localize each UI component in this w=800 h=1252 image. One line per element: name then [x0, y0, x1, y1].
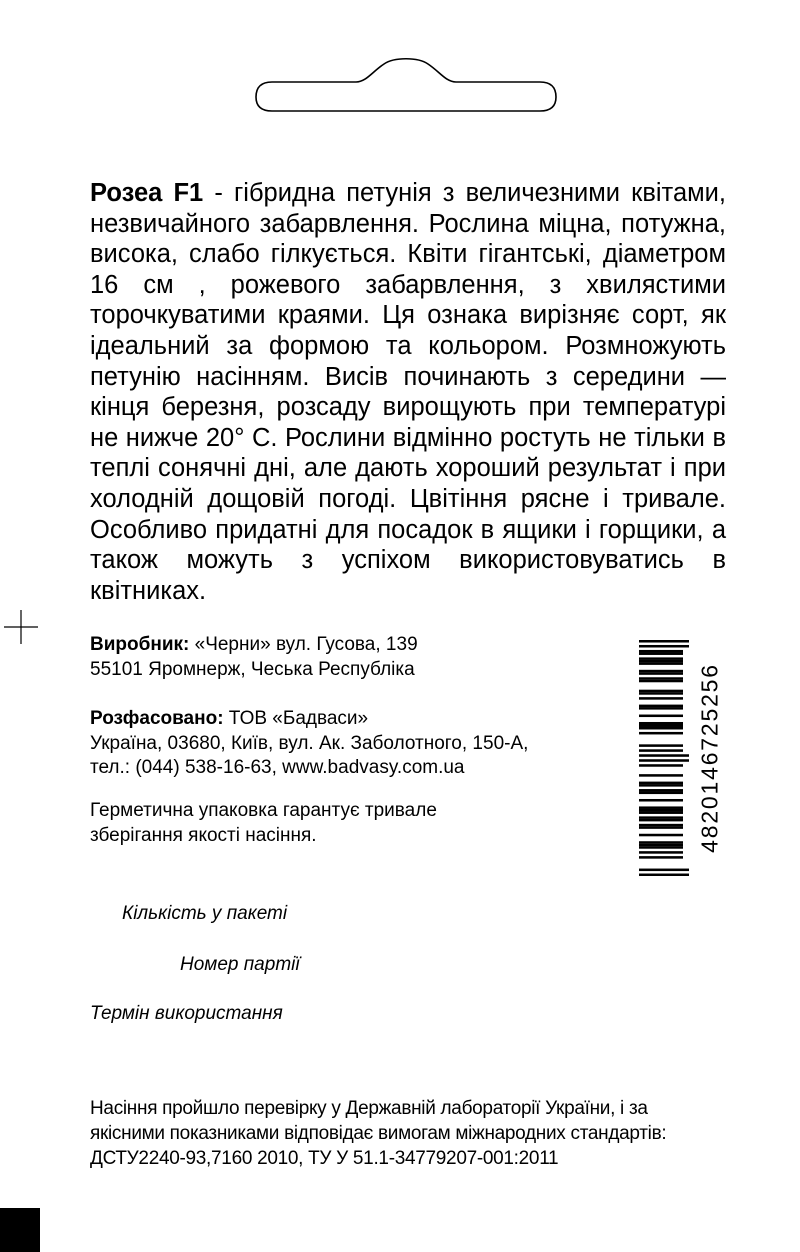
producer-line2: 55101 Яромнерж, Чеська Республіка	[90, 658, 415, 680]
barcode-bar	[639, 705, 683, 708]
barcode-number: 4820146725256	[696, 663, 723, 853]
producer-label: Виробник:	[90, 634, 190, 655]
registration-crosshair	[4, 610, 38, 644]
corner-mark	[0, 1208, 40, 1252]
barcode-bar	[639, 799, 683, 802]
barcode-bar	[639, 650, 683, 653]
storage-line2: зберігання якості насіння.	[90, 824, 317, 846]
variety-description	[90, 178, 726, 606]
barcode-bar	[639, 670, 683, 673]
barcode-bar	[639, 645, 689, 648]
barcode-bar	[639, 856, 683, 859]
barcode-bar	[639, 834, 683, 837]
certification-line1: Насіння пройшло перевірку у Державній лабораторії України, і за	[90, 1098, 648, 1119]
packer-info	[90, 707, 610, 781]
barcode-bar	[639, 680, 683, 683]
barcode-bar	[639, 759, 689, 762]
barcode-bar	[639, 754, 689, 757]
barcode-bar	[639, 789, 683, 792]
barcode-digits	[690, 640, 730, 876]
barcode	[639, 640, 689, 876]
barcode-bar	[639, 824, 683, 827]
barcode-bar	[639, 672, 683, 675]
barcode-bar	[639, 749, 683, 752]
barcode-bar	[639, 816, 683, 819]
barcode-bar	[639, 851, 683, 854]
barcode-bar	[639, 727, 683, 730]
hang-slot-outline	[250, 55, 562, 117]
barcode-bar	[639, 819, 683, 822]
barcode-bar	[639, 724, 683, 727]
certification-note	[90, 1096, 750, 1171]
barcode-bar	[639, 782, 683, 785]
barcode-bar	[639, 640, 689, 643]
barcode-bar	[639, 826, 683, 829]
certification-line2: якісними показниками відповідає вимогам міжнародних стандартів:	[90, 1123, 667, 1144]
barcode-bar	[639, 874, 689, 876]
barcode-bar	[639, 784, 683, 787]
barcode-bar	[639, 774, 683, 777]
barcode-bar	[639, 722, 683, 725]
barcode-bar	[639, 744, 683, 747]
barcode-bar	[639, 806, 683, 809]
packer-line2: Україна, 03680, Київ, вул. Ак. Заболотного, 150-А,	[90, 732, 529, 754]
barcode-bar	[639, 660, 683, 663]
packer-label: Розфасовано:	[90, 708, 224, 729]
barcode-bar	[639, 846, 683, 849]
variety-name: Розеа F1	[90, 179, 204, 207]
barcode-bar	[639, 732, 683, 735]
barcode-bar	[639, 715, 683, 718]
barcode-bar	[639, 677, 683, 680]
description-text: - гібридна петунія з величезними квітами, незвичайного забарвлення. Рослина міцна, потужна, висока, слабо гілкується. Квіти гігантські, діаметром 16 см , рожевого забарвлення, з хвилястими торочкуватими краями. Ця ознака вирізняє сорт, як ідеальний за формою та кольором. Розмножують петунію насінням. Висів починають з середини — кінця березня, розсаду вирощують при температурі не нижче 20° С. Рослини відмінно ростуть не тільки в теплі сонячні дні, але дають хороший результат і при холодній дощовій погоді. Цвітіння рясне і тривале. Особливо придатні для посадок в ящики і горщики, а також можуть з успіхом використовуватись в квітниках.	[90, 179, 726, 605]
certification-line3: ДСТУ2240-93,7160 2010, ТУ У 51.1-34779207-001:2011	[90, 1148, 559, 1169]
barcode-bar	[639, 764, 683, 767]
barcode-bar	[639, 657, 683, 660]
barcode-bar	[639, 844, 683, 847]
packer-line3: тел.: (044) 538-16-63, www.badvasy.com.ua	[90, 757, 465, 778]
barcode-bar	[639, 697, 683, 700]
barcode-bar	[639, 662, 683, 665]
barcode-bar	[639, 652, 683, 655]
expiry-label: Термін використання	[90, 1003, 283, 1024]
storage-line1: Герметична упаковка гарантує тривале	[90, 800, 437, 821]
barcode-bar	[639, 792, 683, 795]
barcode-bar	[639, 690, 683, 693]
barcode-bar	[639, 707, 683, 710]
batch-number-label: Номер партії	[180, 954, 300, 975]
barcode-bar	[639, 811, 683, 814]
barcode-bar	[639, 841, 683, 844]
storage-note	[90, 799, 610, 848]
barcode-bar	[639, 809, 683, 812]
producer-info	[90, 633, 610, 682]
barcode-bar	[639, 692, 683, 695]
producer-line1: «Черни» вул. Гусова, 139	[189, 634, 418, 655]
quantity-label: Кількість у пакеті	[122, 903, 288, 924]
barcode-bar	[639, 869, 689, 872]
packer-line1: ТОВ «Бадваси»	[223, 708, 369, 729]
